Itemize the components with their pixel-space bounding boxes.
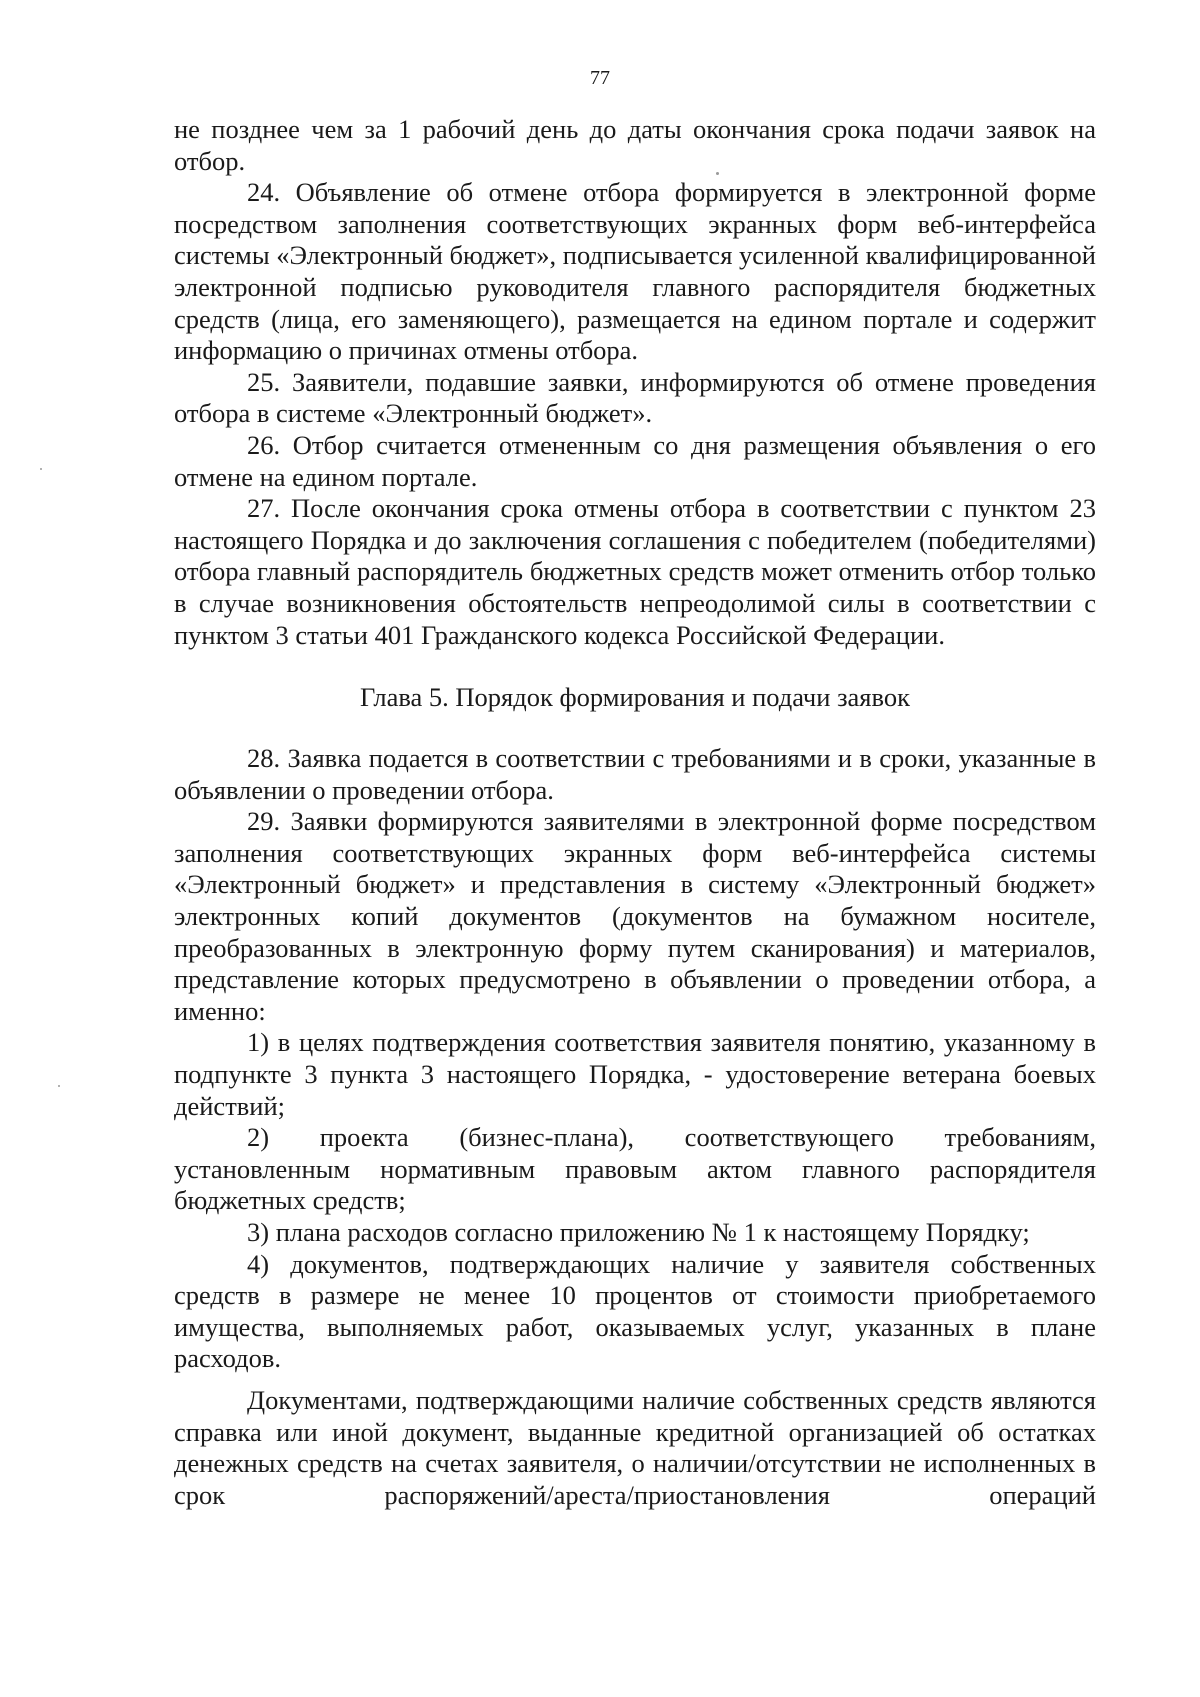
paragraph-24: 24. Объявление об отмене отбора формируется в электронной форме посредством заполнения соответствующих экранных форм веб-интерфейса системы «Электронный бюджет», подписывается усиленной квалифицированной электронной подписью руководителя главного распорядителя бюджетных средств (лица, его заменяющего), размещается на едином портале и содержит информацию о причинах отмены отбора. xyxy=(174,177,1096,366)
paragraph-27: 27. После окончания срока отмены отбора в соответствии с пунктом 23 настоящего Порядка и до заключения соглашения с победителем (победителями) отбора главный распорядитель бюджетных средств может отменить отбор только в случае возникновения обстоятельств непреодолимой силы в соответствии с пунктом 3 статьи 401 Гражданского кодекса Российской Федерации. xyxy=(174,493,1096,650)
document-body xyxy=(174,114,1096,1511)
list-item-2: 2) проекта (бизнес-плана), соответствующего требованиям, установленным нормативным правовым актом главного распорядителя бюджетных средств; xyxy=(174,1122,1096,1216)
paragraph-26: 26. Отбор считается отмененным со дня размещения объявления о его отмене на едином портале. xyxy=(174,429,1096,492)
paragraph-29: 29. Заявки формируются заявителями в электронной форме посредством заполнения соответствующих экранных форм веб-интерфейса системы «Электронный бюджет» и представления в систему «Электронный бюджет» электронных копий документов (документов на бумажном носителе, преобразованных в электронную форму путем сканирования) и материалов, представление которых предусмотрено в объявлении о проведении отбора, а именно: xyxy=(174,806,1096,1026)
scan-speck xyxy=(40,468,42,470)
list-item-3: 3) плана расходов согласно приложению № 1 к настоящему Порядку; xyxy=(247,1217,1030,1247)
scan-speck xyxy=(58,1085,60,1087)
list-item-1: 1) в целях подтверждения соответствия заявителя понятию, указанному в подпункте 3 пункта 3 настоящего Порядка, - удостоверение ветерана боевых действий; xyxy=(174,1027,1096,1121)
paragraph-continuation: не позднее чем за 1 рабочий день до даты окончания срока подачи заявок на отбор. xyxy=(174,114,1096,176)
paragraph-25: 25. Заявители, подавшие заявки, информируются об отмене проведения отбора в системе «Электронный бюджет». xyxy=(174,366,1096,429)
paragraph-documents: Документами, подтверждающими наличие собственных средств являются справка или иной документ, выданные кредитной организацией об остатках денежных средств на счетах заявителя, о наличии/отсутствии не исполненных в срок распоряжений/ареста/приостановления операций xyxy=(174,1384,1096,1510)
chapter-title: Глава 5. Порядок формирования и подачи заявок xyxy=(360,682,910,713)
list-item-4: 4) документов, подтверждающих наличие у заявителя собственных средств в размере не менее 10 процентов от стоимости приобретаемого имущества, выполняемых работ, оказываемых услуг, указанных в плане расходов. xyxy=(174,1248,1096,1374)
scan-speck xyxy=(716,172,719,175)
paragraph-28: 28. Заявка подается в соответствии с требованиями и в сроки, указанные в объявлении о проведении отбора. xyxy=(174,743,1096,805)
page-number: 77 xyxy=(590,67,610,89)
